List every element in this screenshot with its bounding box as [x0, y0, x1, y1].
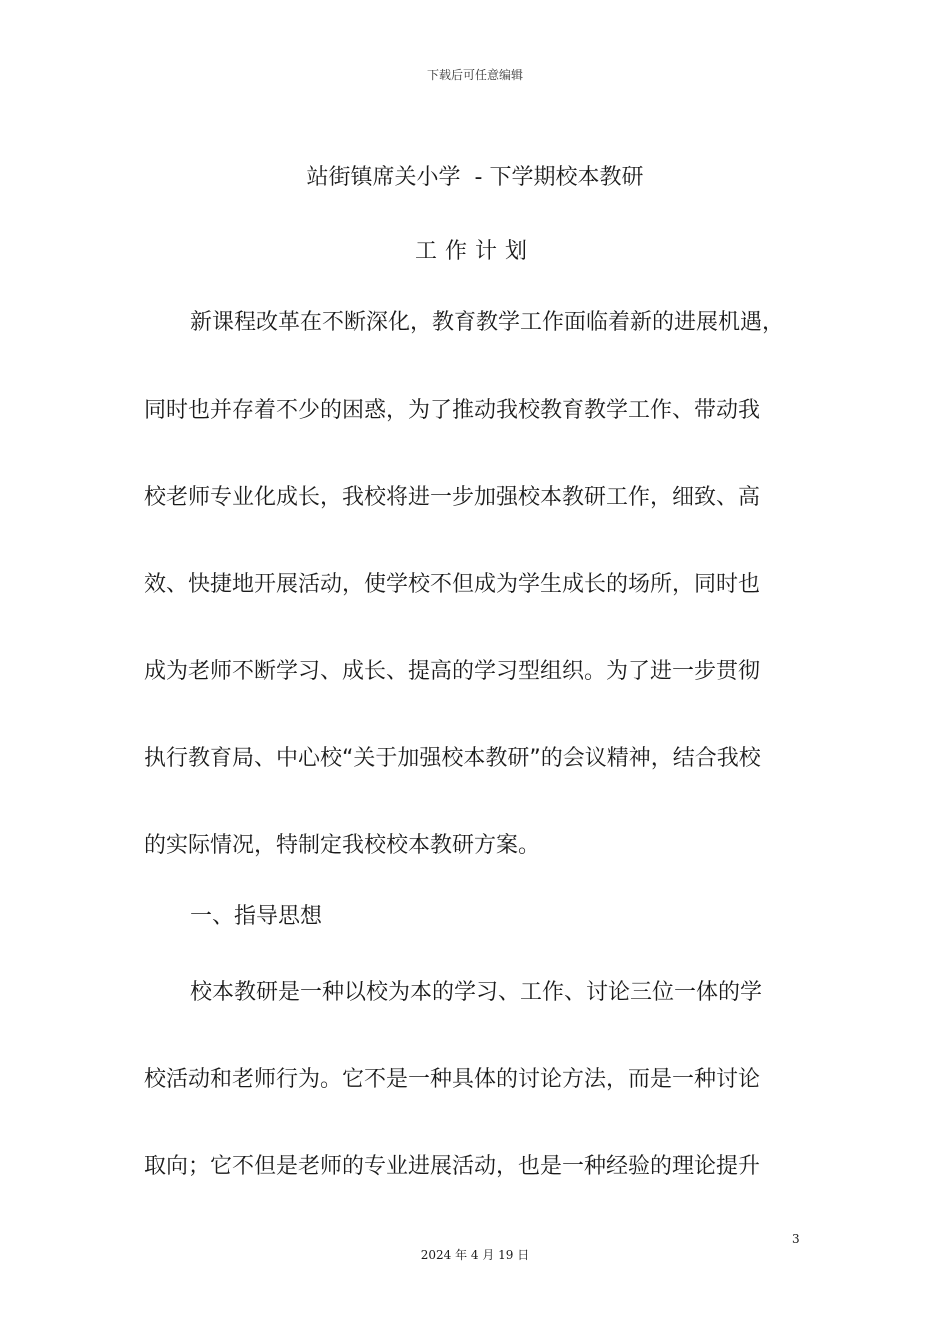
- footer-date: 2024 年 4 月 19 日: [420, 1248, 530, 1262]
- document-title: 站街镇席关小学 - 下学期校本教研: [306, 165, 644, 190]
- page-number: 3: [792, 1232, 800, 1246]
- body-line: 校本教研是一种以校为本的学习、工作、讨论三位一体的学: [190, 980, 763, 1005]
- header-note: 下载后可任意编辑: [426, 68, 523, 82]
- section-heading: 一、指导思想: [190, 904, 323, 929]
- body-line: 执行教育局、中心校“关于加强校本教研”的会议精神，结合我校: [144, 746, 761, 771]
- body-line: 新课程改革在不断深化，教育教学工作面临着新的进展机遇，: [190, 310, 785, 335]
- body-line: 校老师专业化成长，我校将进一步加强校本教研工作，细致、高: [144, 485, 761, 510]
- document-subtitle: 工作计划: [414, 239, 535, 264]
- body-line: 成为老师不断学习、成长、提高的学习型组织。为了进一步贯彻: [144, 659, 761, 684]
- body-line: 校活动和老师行为。它不是一种具体的讨论方法，而是一种讨论: [144, 1067, 761, 1092]
- body-line: 的实际情况，特制定我校校本教研方案。: [144, 833, 541, 858]
- body-line: 取向；它不但是老师的专业进展活动，也是一种经验的理论提升: [144, 1154, 761, 1179]
- body-line: 效、快捷地开展活动，使学校不但成为学生成长的场所，同时也: [144, 572, 761, 597]
- body-line: 同时也并存着不少的困惑，为了推动我校教育教学工作、带动我: [144, 398, 761, 423]
